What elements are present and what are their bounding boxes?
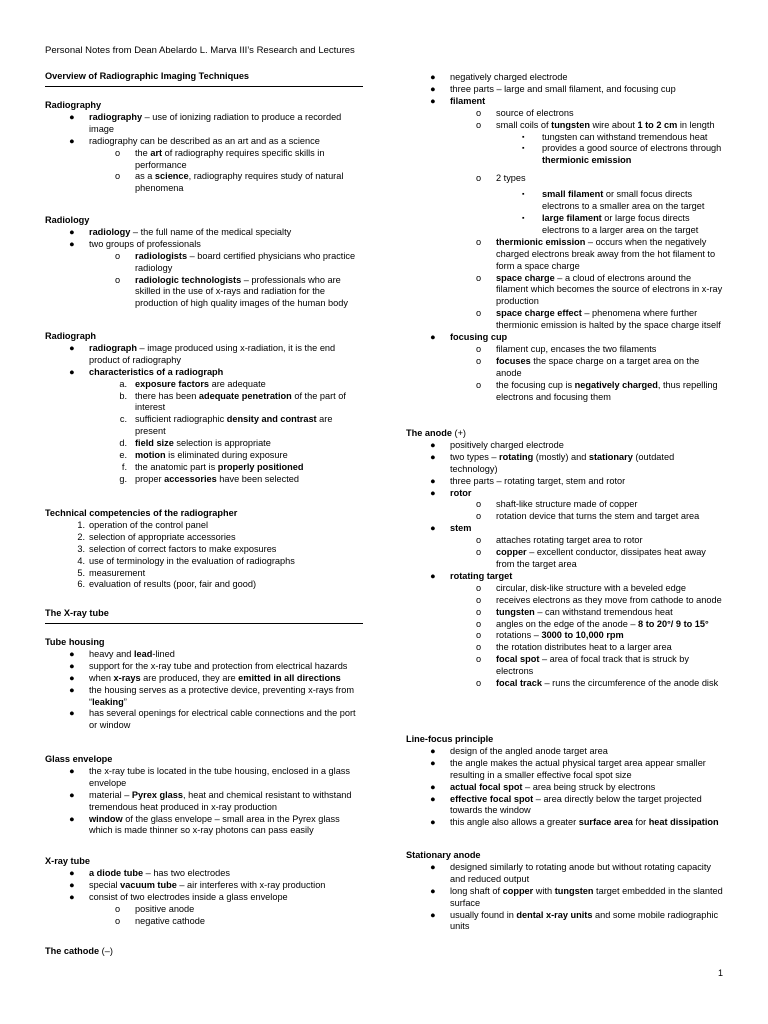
bullet: ● (430, 817, 436, 828)
list-item: ● the angle makes the actual physical target area appear smaller resulting in a smaller effective focal spot size (430, 757, 706, 780)
xtube-heading: X-ray tube (45, 856, 90, 866)
radiology-section (45, 215, 363, 310)
bullet: ● (430, 487, 436, 498)
list-item: o receives electrons as they move from cathode to anode (476, 594, 722, 605)
bullet: ● (430, 83, 436, 94)
list-item: ● this angle also allows a greater surface area for heat dissipation (430, 817, 719, 828)
linefocus-heading: Line-focus principle (406, 734, 494, 744)
bullet: ● (69, 867, 75, 878)
list-item: ● support for the x-ray tube and protection from electrical hazards (69, 660, 348, 671)
list-item: ● actual focal spot – area being struck by electrons (430, 781, 656, 792)
stationary-heading: Stationary anode (406, 850, 481, 860)
bullet: ● (430, 570, 436, 581)
bullet: ● (69, 684, 75, 695)
list-item: d. field size selection is appropriate (119, 438, 271, 449)
xtube-section (45, 856, 363, 927)
radiograph-heading: Radiograph (45, 331, 97, 341)
list-item: ● characteristics of a radiograph (69, 366, 224, 377)
list-item: o small coils of tungsten wire about 1 to 2 cm in length (476, 119, 715, 130)
bullet: o (115, 915, 121, 926)
list-item: o space charge effect – phenomena where further thermionic emission is halted by the space charge itself (476, 308, 721, 331)
bullet: ● (430, 757, 436, 768)
list-item: ● designed similarly to rotating anode but without rotating capacity and reduced output (430, 861, 711, 884)
bullet: o (115, 250, 121, 261)
bullet: o (476, 547, 482, 558)
bullet: o (476, 499, 482, 510)
list-item: o filament cup, encases the two filaments (476, 343, 657, 354)
bullet: ● (430, 745, 436, 756)
bullet: o (476, 606, 482, 617)
bullet: ● (430, 909, 436, 920)
bullet: o (476, 119, 482, 130)
list-item: o focal track – runs the circumference of the anode disk (476, 678, 719, 689)
overview-section-title (45, 71, 363, 87)
bullet: ▪ (522, 214, 525, 222)
list-item: o tungsten – can withstand tremendous heat (476, 606, 673, 617)
bullet: o (476, 343, 482, 354)
list-item: o circular, disk-like structure with a beveled edge (476, 582, 686, 593)
list-item: ● radiography – use of ionizing radiation to produce a recorded image (69, 111, 342, 134)
bullet: ● (430, 332, 436, 343)
radiography-section (45, 100, 363, 195)
list-item: ● radiograph – image produced using x-radiation, it is the end product of radiography (69, 342, 336, 365)
list-item: ▪ large filament or large focus directs electrons to a larger area on the target (522, 212, 699, 235)
list-item: o positive anode (115, 903, 195, 914)
radiograph-section (45, 331, 363, 486)
list-item: ● rotating target (430, 570, 513, 581)
bullet: ▪ (522, 191, 525, 199)
list-item: 4. use of terminology in the evaluation of radiographs (77, 555, 295, 566)
bullet: ● (69, 342, 75, 353)
bullet: ● (430, 523, 436, 534)
list-item: o radiologists – board certified physicians who practice radiology (115, 250, 356, 273)
list-item: ▪ provides a good source of electrons through thermionic emission (522, 143, 722, 166)
list-item: ▪ tungsten can withstand tremendous heat (522, 131, 708, 142)
list-item: o rotations – 3000 to 10,000 rpm (476, 630, 624, 641)
list-item: o source of electrons (476, 107, 574, 118)
bullet: ▪ (522, 133, 525, 141)
bullet: o (476, 379, 482, 390)
bullet: ● (430, 451, 436, 462)
list-item: ● two groups of professionals (69, 238, 201, 249)
bullet: o (476, 582, 482, 593)
list-item: ● usually found in dental x-ray units and some mobile radiographic units (430, 909, 719, 932)
bullet: o (476, 618, 482, 629)
list-item: ● rotor (430, 487, 472, 498)
bullet: ● (69, 238, 75, 249)
list-item: o the rotation distributes heat to a larger area (476, 642, 672, 653)
list-item: o focuses the space charge on a target area on the anode (476, 355, 700, 378)
list-item: b. there has been adequate penetration of the part of interest (119, 390, 346, 413)
linefocus-section (406, 734, 724, 829)
list-item: ● heavy and lead-lined (69, 648, 175, 659)
bullet: ● (430, 439, 436, 450)
list-item: ● material – Pyrex glass, heat and chemical resistant to withstand tremendous heat produced in x-ray production (69, 789, 352, 812)
bullet: o (476, 236, 482, 247)
list-item: o copper – excellent conductor, dissipates heat away from the target area (476, 547, 706, 569)
radiology-heading: Radiology (45, 215, 90, 225)
page-number: 1 (717, 968, 723, 979)
bullet: ● (430, 475, 436, 486)
list-item: ● three parts – rotating target, stem and rotor (430, 475, 626, 486)
bullet: o (476, 654, 482, 665)
list-item: o rotation device that turns the stem and target area (476, 511, 700, 522)
bullet: o (476, 630, 482, 641)
list-item: o focal spot – area of focal track that is struck by electrons (476, 654, 690, 677)
bullet: ● (69, 366, 75, 377)
bullet: ● (69, 648, 75, 659)
bullet: ● (69, 813, 75, 824)
glass-heading: Glass envelope (45, 754, 113, 764)
bullet: o (476, 594, 482, 605)
bullet: ● (69, 660, 75, 671)
glass-section (45, 754, 363, 837)
bullet: o (476, 535, 482, 546)
list-item: ● radiology – the full name of the medical specialty (69, 226, 292, 237)
list-item: o angles on the edge of the anode – 8 to 20°/ 9 to 15° (476, 618, 709, 629)
bullet: o (476, 107, 482, 118)
bullet: ● (430, 793, 436, 804)
list-item: ● long shaft of copper with tungsten target embedded in the slanted surface (430, 885, 723, 908)
stationary-section (406, 850, 724, 933)
bullet: ▪ (522, 145, 525, 153)
list-item: o 2 types (476, 173, 526, 184)
list-item: ● three parts – large and small filament, and focusing cup (430, 83, 676, 94)
list-item: ● the housing serves as a protective device, preventing x-rays from “leaking” (69, 684, 355, 707)
bullet: ● (430, 72, 436, 82)
anode-heading: The anode (406, 428, 452, 438)
bullet: o (115, 274, 121, 285)
xray-tube-rule (45, 623, 363, 624)
bullet: o (115, 171, 121, 182)
list-item: o attaches rotating target area to rotor (476, 535, 643, 546)
bullet: ● (430, 95, 436, 106)
bullet: o (476, 272, 482, 283)
bullet: ● (69, 226, 75, 237)
list-item: g. proper accessories have been selected (119, 473, 299, 484)
overview-rule (45, 86, 363, 87)
list-item: ● filament (430, 95, 486, 106)
bullet: o (476, 511, 482, 522)
list-item: o as a science, radiography requires study of natural phenomena (115, 171, 344, 194)
list-item: 2. selection of appropriate accessories (77, 531, 236, 542)
bullet: ● (69, 879, 75, 890)
list-item: o space charge – a cloud of electrons around the filament which becomes the source of electrons in x-ray production (476, 272, 723, 307)
bullet: o (476, 308, 482, 319)
xray-tube-section-title (45, 608, 363, 624)
list-item: 1. operation of the control panel (77, 519, 209, 530)
list-item: ● stem (430, 523, 472, 534)
cathode-heading: The cathode (45, 946, 100, 956)
bullet: ● (69, 708, 75, 719)
list-item: ● effective focal spot – area directly below the target projected towards the window (430, 793, 702, 816)
list-item: a. exposure factors are adequate (119, 378, 266, 389)
technical-section (45, 508, 363, 591)
list-item: o negative cathode (115, 915, 205, 926)
list-item: ▪ small filament or small focus directs electrons to a smaller area on the target (522, 189, 705, 212)
bullet: o (476, 642, 482, 653)
bullet: o (476, 678, 482, 689)
list-item: ● has several openings for electrical cable connections and the port or window (69, 708, 356, 731)
bullet: ● (430, 781, 436, 792)
bullet: ● (69, 111, 75, 122)
page-header: Personal Notes from Dean Abelardo L. Marva III’s Research and Lectures (45, 45, 355, 56)
anode-section (406, 428, 724, 690)
list-item: o shaft-like structure made of copper (476, 499, 638, 510)
housing-heading: Tube housing (45, 637, 105, 647)
list-item: ● consist of two electrodes inside a glass envelope (69, 891, 288, 902)
bullet: o (115, 903, 121, 914)
anode-heading-row: The anode (+) (406, 428, 466, 438)
list-item: f. the anatomic part is properly positioned (121, 461, 304, 472)
bullet: ● (430, 885, 436, 896)
list-item: ● positively charged electrode (430, 439, 564, 450)
list-item: ● special vacuum tube – air interferes with x-ray production (69, 879, 326, 890)
bullet: ● (69, 789, 75, 800)
list-item: ● a diode tube – has two electrodes (69, 867, 230, 878)
list-item: 3. selection of correct factors to make exposures (77, 543, 277, 554)
list-item: e. motion is eliminated during exposure (119, 450, 288, 461)
housing-section (45, 637, 363, 732)
bullet: o (476, 173, 482, 184)
list-item: c. sufficient radiographic density and contrast are present (119, 414, 333, 437)
bullet: ● (430, 861, 436, 872)
list-item: o the art of radiography requires specific skills in performance (115, 147, 325, 170)
list-item: ● window of the glass envelope – small area in the Pyrex glass which is made thinner so x-ray photons can pass easily (69, 813, 340, 836)
bullet: o (476, 355, 482, 366)
xray-tube-title: The X-ray tube (45, 608, 109, 618)
list-item: o radiologic technologists – professionals who are skilled in the use of x-rays and radiation for the production of high quality images of the human body (115, 274, 348, 309)
list-item: ● radiography can be described as an art and as a science (69, 135, 320, 146)
list-item: ● when x-rays are produced, they are emitted in all directions (69, 672, 341, 683)
list-item: ● the x-ray tube is located in the tube housing, enclosed in a glass envelope (69, 765, 350, 788)
cathode-heading-row: The cathode (–) (45, 946, 113, 956)
list-item: 6. evaluation of results (poor, fair and good) (77, 579, 257, 590)
list-item: o the focusing cup is negatively charged, thus repelling electrons and focusing them (476, 379, 718, 402)
list-item: 5. measurement (77, 567, 146, 578)
list-item: ● negatively charged electrode (430, 72, 568, 82)
bullet: ● (69, 891, 75, 902)
bullet: ● (69, 672, 75, 683)
bullet: ● (69, 765, 75, 776)
list-item: ● design of the angled anode target area (430, 745, 608, 756)
list-item: ● focusing cup (430, 332, 508, 343)
list-item: ● two types – rotating (mostly) and stationary (outdated technology) (430, 451, 675, 474)
radiography-heading: Radiography (45, 100, 102, 110)
bullet: ● (69, 135, 75, 146)
bullet: o (115, 147, 121, 158)
overview-title: Overview of Radiographic Imaging Techniques (45, 71, 250, 81)
list-item: o thermionic emission – occurs when the negatively charged electrons break away from the hot filament to form a space charge (476, 236, 716, 271)
cathode-section (406, 72, 724, 403)
technical-heading: Technical competencies of the radiographer (45, 508, 238, 518)
